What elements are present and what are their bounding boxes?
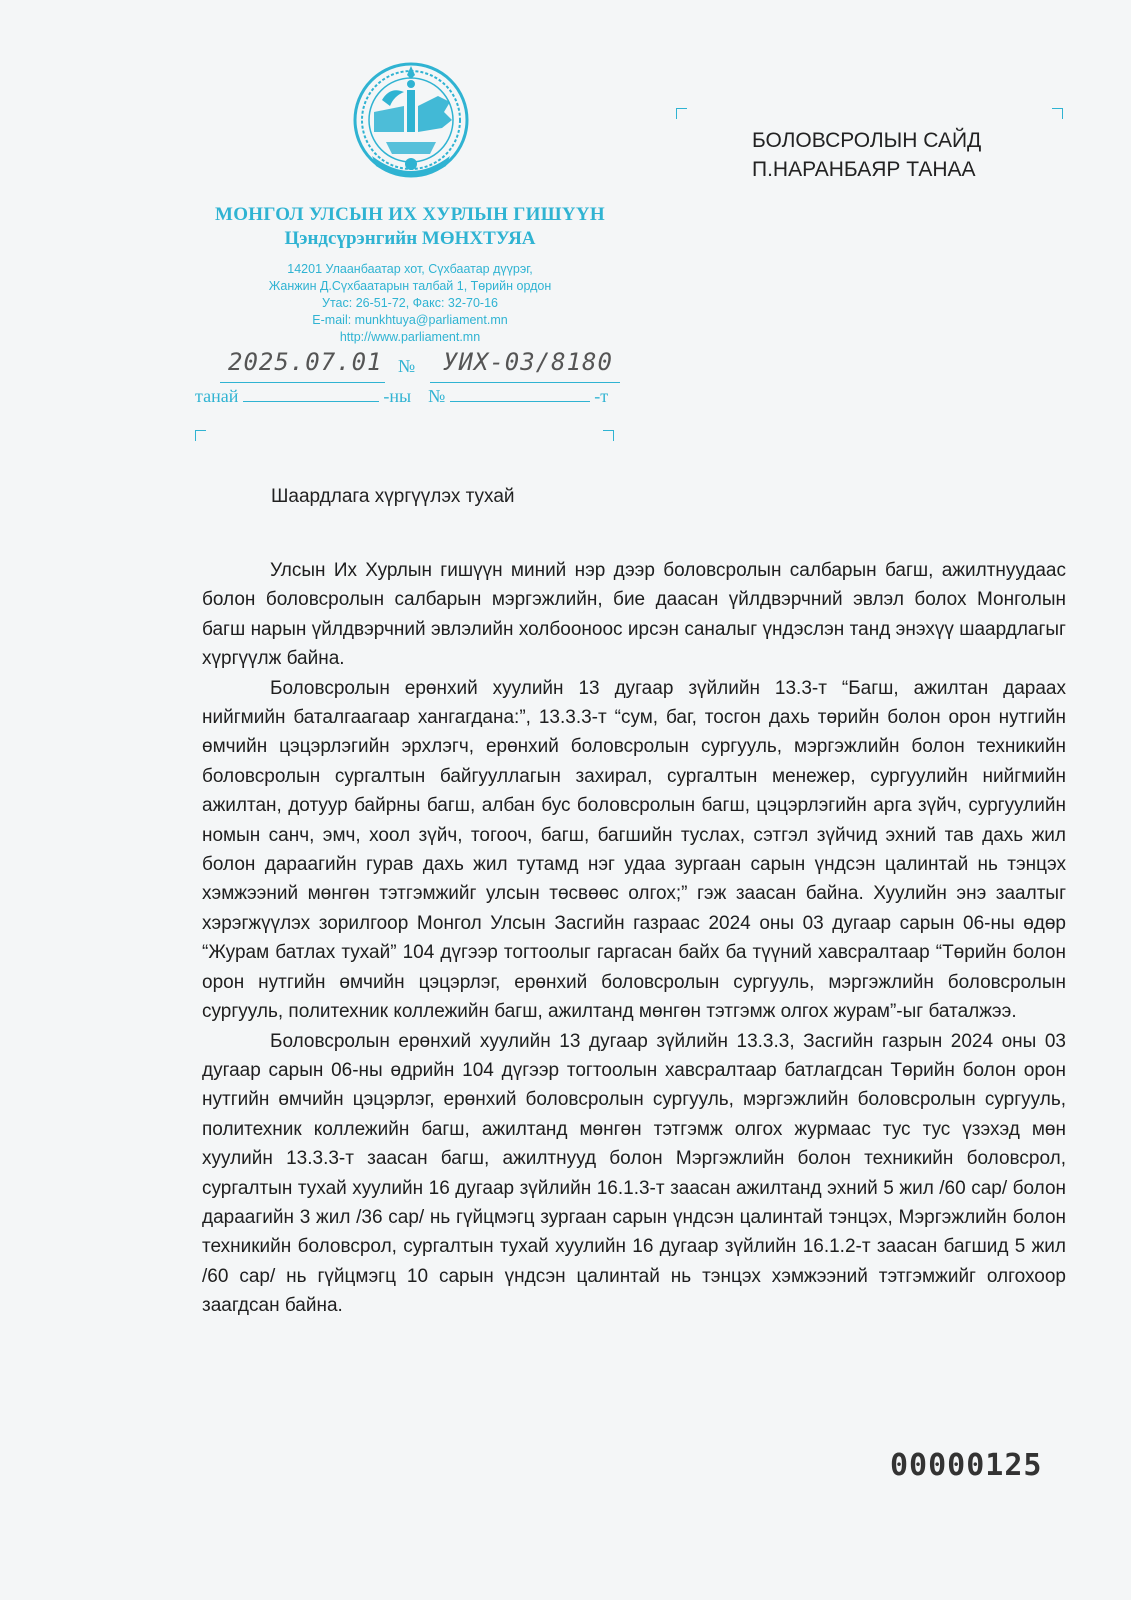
number-label: №: [398, 356, 416, 376]
reply-number-blank: [450, 387, 590, 402]
letterhead-contact: [180, 261, 640, 346]
phone-fax: Утас: 26-51-72, Факс: 32-70-16: [322, 296, 498, 310]
recipient-line-1: БОЛОВСРОЛЫН САЙД: [752, 129, 982, 152]
recipient-block: [752, 126, 981, 184]
mongolia-state-emblem-icon: [352, 60, 470, 184]
registration-stamp-number: 00000125: [890, 1448, 1043, 1483]
letter-body: [202, 556, 1066, 1321]
reply-suffix: -т: [594, 386, 609, 406]
email: E-mail: munkhtuya@parliament.mn: [312, 313, 508, 327]
recipient-line-2: П.НАРАНБАЯР ТАНАА: [752, 158, 976, 181]
letter-date: 2025.07.01: [228, 348, 383, 376]
letterhead-title: МОНГОЛ УЛСЫН ИХ ХУРЛЫН ГИШҮҮН: [214, 204, 606, 225]
body-paragraph-2: Боловсролын ерөнхий хуулийн 13 дугаар зүйлийн 13.3-т “Багш, ажилтан дараах нийгмийн баталгаагаар хангагдана:”, 13.3.3-т “сум, баг, тосгон дахь төрийн болон орон нутгийн өмчийн цэцэрлэгийн эрхлэгч, ерөнхий боловсролын сургууль, мэргэжлийн болон техникийн боловсролын сургалтын байгууллагын захирал, сургалтын менежер, сургуулийн нийгмийн ажилтан, дотуур байрны багш, албан бус боловсролын багш, цэцэрлэгийн арга зүйч, сургуулийн номын санч, эмч, хоол зүйч, тогооч, багш, багшийн туслах, сэтгэл зүйчид эхний тав дахь жил болон дараагийн гурав дахь жил тутамд нэг удаа зургаан сарын үндсэн цалинтай нь тэнцэх хэмжээний мөнгөн тэтгэмжийг улсын төсвөөс олгох;” гэж заасан байна. Хуулийн энэ заалтыг хэрэгжүүлэх зорилгоор Монгол Улсын Засгийн газраас 2024 оны 03 дугаар сарын 06-ны өдөр “Журам батлах тухай” 104 дүгээр тогтоолыг гаргасан байх ба түүний хавсралтаар “Төрийн болон орон нутгийн өмчийн цэцэрлэг, ерөнхий боловсролын сургууль, мэргэжлийн боловсролын сургууль, политехник коллежийн багш, ажилтанд мөнгөн тэтгэмж олгох журам”-ыг баталжээ.: [202, 677, 1066, 1023]
corner-mark: [603, 430, 614, 441]
corner-mark: [195, 430, 206, 441]
reference-row: [198, 348, 638, 382]
reply-no-label: №: [428, 386, 446, 406]
reply-date-blank: [243, 387, 379, 402]
letter-number: УИХ-03/8180: [443, 348, 613, 376]
address-line-2: Жанжин Д.Сүхбаатарын талбай 1, Төрийн ордон: [268, 279, 552, 293]
corner-mark: [676, 108, 687, 119]
letterhead-member-name: Цэндсүрэнгийн МӨНХТУЯА: [284, 228, 536, 249]
body-paragraph-1: Улсын Их Хурлын гишүүн миний нэр дээр боловсролын салбарын багш, ажилтнуудаас болон боловсролын салбарын мэргэжлийн, бие даасан үйлдвэрчний эвлэл болох Монголын багш нарын үйлдвэрчний эвлэлийн холбооноос ирсэн саналыг үндэслэн танд энэхүү шаардлагыг хүргүүлж байна.: [202, 560, 1066, 670]
address-line-1: 14201 Улаанбаатар хот, Сүхбаатар дүүрэг,: [287, 262, 533, 276]
reply-reference-row: [195, 386, 635, 407]
corner-mark: [1052, 108, 1063, 119]
reply-prefix: танай: [195, 386, 239, 406]
letter-subject: Шаардлага хүргүүлэх тухай: [271, 486, 515, 507]
letterhead: [180, 203, 640, 346]
reply-mid: -ны: [383, 386, 412, 406]
body-paragraph-3: Боловсролын ерөнхий хуулийн 13 дугаар зүйлийн 13.3.3, Засгийн газрын 2024 оны 03 дугаар сарын 06-ны өдрийн 104 дүгээр тогтоолын хавсралтаар батлагдсан Төрийн болон орон нутгийн өмчийн цэцэрлэг, ерөнхий боловсролын сургууль, мэргэжлийн боловсролын сургууль, политехник коллежийн багш, ажилтанд мөнгөн тэтгэмж олгох журмаас тус тус үзэхэд мөн хуулийн 13.3.3-т заасан багш, ажилтнууд болон Мэргэжлийн болон техникийн боловсрол, сургалтын тухай хуулийн 16 дугаар зүйлийн 16.1.3-т заасан ажилтанд эхний 5 жил /60 сар/ болон дараагийн 3 жил /36 сар/ нь гүйцмэгц зургаан сарын үндсэн цалинтай тэнцэх, Мэргэжлийн болон техникийн боловсрол, сургалтын тухай хуулийн 16 дугаар зүйлийн 16.1.2-т заасан багшид 5 жил /60 сар/ нь гүйцмэгц 10 сарын үндсэн цалинтай нь тэнцэх хэмжээний тэтгэмжийг олгохоор заагдсан байна.: [202, 1030, 1066, 1317]
number-underline: [430, 382, 620, 383]
date-underline: [220, 382, 385, 383]
website: http://www.parliament.mn: [339, 330, 481, 344]
